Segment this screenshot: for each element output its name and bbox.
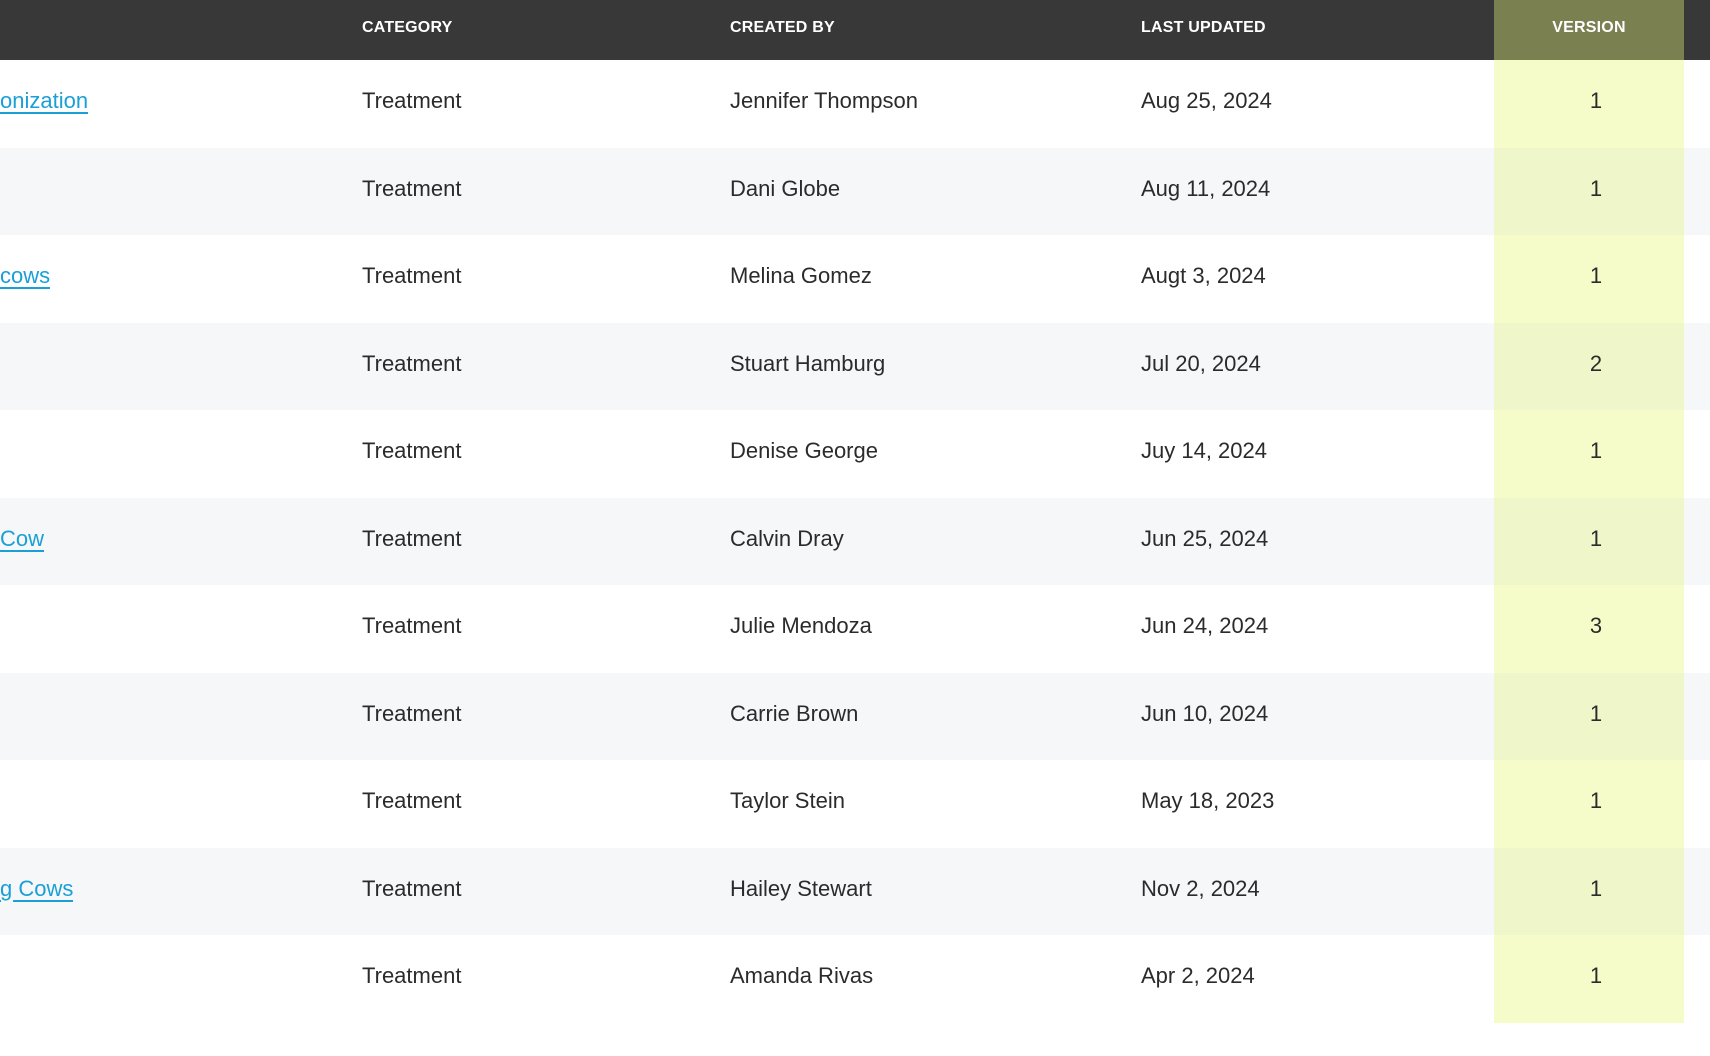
version-cell: 1 [1494, 235, 1684, 323]
table-row[interactable] [0, 410, 1710, 498]
created-by-cell: Jennifer Thompson [730, 88, 918, 113]
table-row[interactable] [0, 60, 1710, 148]
last-updated-cell: Augt 3, 2024 [1141, 263, 1266, 288]
protocol-name-cell [0, 235, 50, 323]
last-updated-cell: Apr 2, 2024 [1141, 963, 1255, 988]
table-row[interactable] [0, 935, 1710, 1023]
version-cell: 3 [1494, 585, 1684, 673]
table-body [0, 60, 1710, 1023]
protocol-name-link[interactable]: Cow [0, 525, 45, 551]
table-row[interactable] [0, 585, 1710, 673]
last-updated-cell: Nov 2, 2024 [1141, 875, 1260, 901]
version-cell: 1 [1494, 935, 1684, 1023]
category-cell: Treatment [362, 613, 462, 638]
table-row[interactable] [0, 323, 1710, 411]
column-header-category[interactable]: CATEGORY [362, 19, 453, 36]
created-by-cell: Stuart Hamburg [730, 350, 886, 376]
created-by-cell: Hailey Stewart [730, 875, 872, 901]
last-updated-cell: Aug 25, 2024 [1141, 88, 1272, 113]
protocol-name-link[interactable]: onization [0, 88, 89, 113]
category-cell: Treatment [362, 263, 462, 288]
category-cell: Treatment [362, 788, 462, 813]
last-updated-cell: May 18, 2023 [1141, 788, 1275, 813]
table-row[interactable] [0, 848, 1710, 936]
protocol-name-cell [0, 498, 44, 586]
column-header-last-updated[interactable]: LAST UPDATED [1141, 19, 1266, 36]
version-cell: 1 [1494, 673, 1684, 761]
version-cell: 1 [1494, 848, 1684, 936]
version-cell: 1 [1494, 410, 1684, 498]
table-row[interactable] [0, 235, 1710, 323]
category-cell: Treatment [362, 88, 462, 113]
last-updated-cell: Jun 25, 2024 [1141, 525, 1269, 551]
protocol-name-link[interactable]: g Cows [0, 875, 74, 901]
category-cell: Treatment [362, 700, 462, 726]
category-cell: Treatment [362, 350, 462, 376]
column-header-created-by[interactable]: CREATED BY [730, 19, 835, 36]
last-updated-cell: Juy 14, 2024 [1141, 438, 1267, 463]
table-row[interactable] [0, 673, 1710, 761]
last-updated-cell: Jun 24, 2024 [1141, 613, 1269, 638]
category-cell: Treatment [362, 963, 462, 988]
created-by-cell: Denise George [730, 438, 878, 463]
category-cell: Treatment [362, 525, 462, 551]
table-row[interactable] [0, 498, 1710, 586]
version-cell: 2 [1494, 323, 1684, 411]
version-cell: 1 [1494, 60, 1684, 148]
created-by-cell: Calvin Dray [730, 525, 844, 551]
table-row[interactable] [0, 148, 1710, 236]
created-by-cell: Dani Globe [730, 175, 841, 201]
protocol-name-cell [0, 848, 73, 936]
version-cell: 1 [1494, 760, 1684, 848]
protocol-name-link[interactable]: cows [0, 263, 51, 288]
category-cell: Treatment [362, 875, 462, 901]
created-by-cell: Taylor Stein [730, 788, 845, 813]
last-updated-cell: Jun 10, 2024 [1141, 700, 1269, 726]
protocol-name-cell [0, 60, 88, 148]
last-updated-cell: Jul 20, 2024 [1141, 350, 1261, 376]
created-by-cell: Amanda Rivas [730, 963, 874, 988]
created-by-cell: Melina Gomez [730, 263, 872, 288]
created-by-cell: Carrie Brown [730, 700, 859, 726]
created-by-cell: Julie Mendoza [730, 613, 872, 638]
column-header-version[interactable]: VERSION [1494, 0, 1684, 60]
category-cell: Treatment [362, 438, 462, 463]
version-cell: 1 [1494, 148, 1684, 236]
category-cell: Treatment [362, 175, 462, 201]
last-updated-cell: Aug 11, 2024 [1141, 175, 1271, 201]
table-header [0, 0, 1710, 60]
table-row[interactable] [0, 760, 1710, 848]
version-cell: 1 [1494, 498, 1684, 586]
